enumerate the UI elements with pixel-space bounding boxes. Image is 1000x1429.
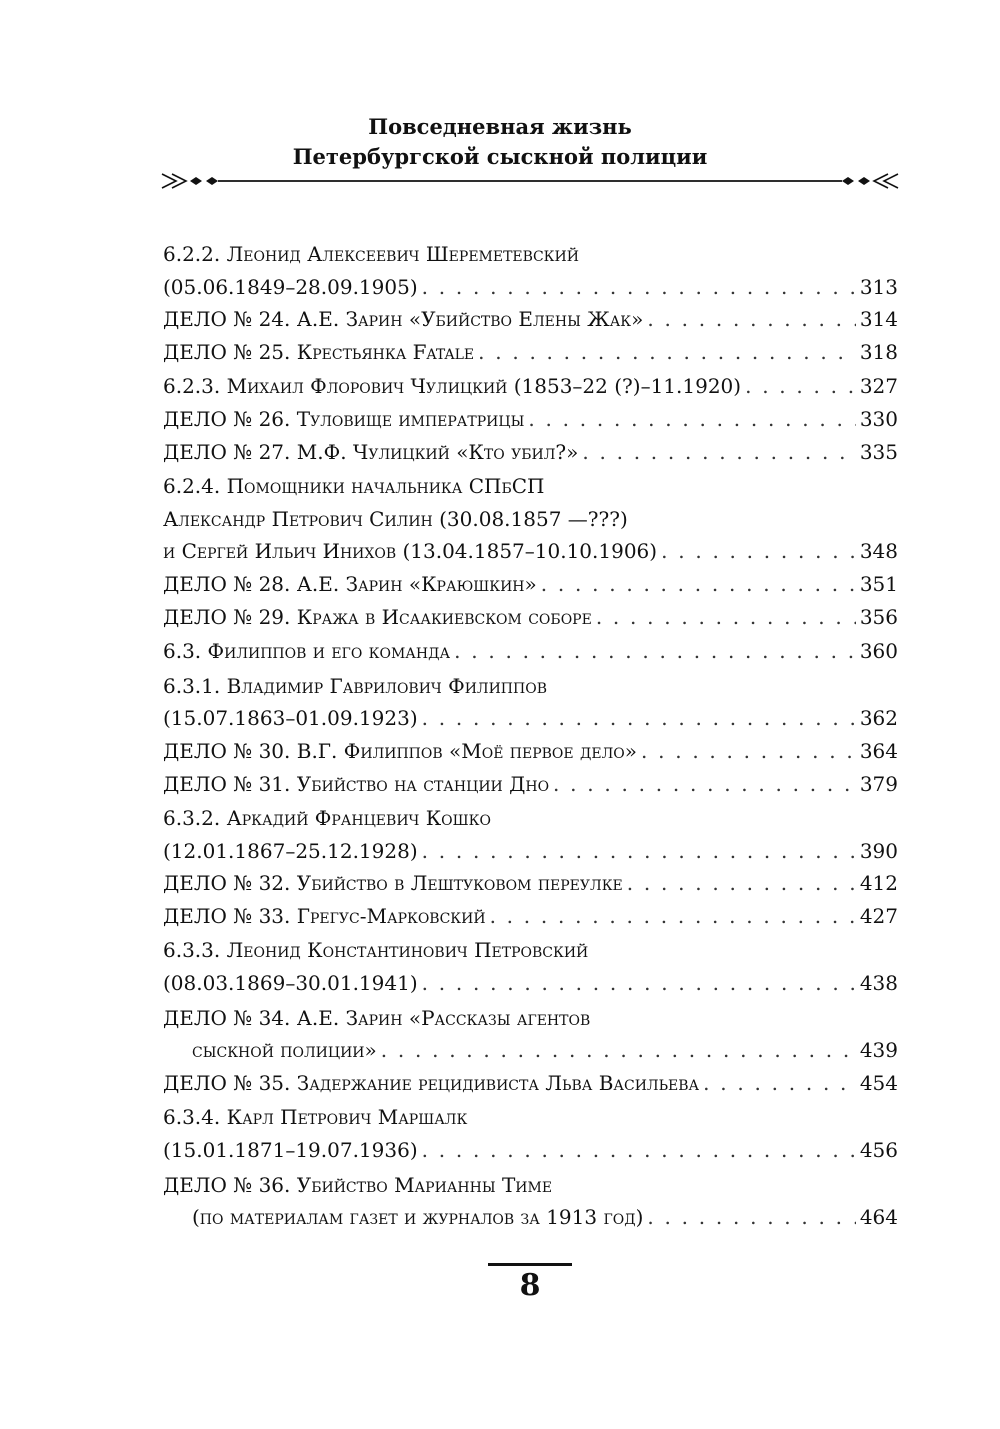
- running-header: [0, 112, 1000, 172]
- toc-page-number: 439: [859, 1038, 898, 1063]
- toc-page-number: 318: [859, 339, 898, 364]
- toc-page-number: 330: [859, 406, 898, 431]
- dot-leader: [553, 768, 856, 801]
- toc-page-number: 356: [859, 604, 898, 629]
- toc-page-number: 314: [859, 307, 898, 332]
- toc-entry-title: (05.06.1849–28.09.1905): [163, 274, 418, 299]
- toc-entry-title: ДЕЛО № 31. Убийство на станции Дно: [163, 771, 550, 796]
- header-line-1: Повседневная жизнь: [368, 114, 632, 139]
- toc-entry-line: [163, 900, 898, 933]
- page-number: 8: [519, 1268, 541, 1303]
- toc-page-number: 351: [859, 571, 898, 596]
- toc-page-number: 348: [859, 539, 898, 564]
- dot-leader: [582, 436, 855, 469]
- toc-entry-title: ДЕЛО № 29. Кража в Исаакиевском соборе: [163, 604, 592, 629]
- toc-entry-line: [163, 635, 898, 668]
- dot-leader: [541, 568, 856, 601]
- toc-entry-line: [163, 601, 898, 634]
- dot-leader: [422, 967, 856, 1000]
- toc-entry-title: ДЕЛО № 24. А.Е. Зарин «Убийство Елены Жак»: [163, 307, 644, 332]
- toc-entry-title: ДЕЛО № 30. В.Г. Филиппов «Моё первое дело»: [163, 738, 637, 763]
- toc-entry-title: 6.3.3. Леонид Константинович Петровский: [163, 938, 589, 963]
- toc-entry-title: ДЕЛО № 36. Убийство Марианны Тиме: [163, 1172, 553, 1197]
- toc-entry-line: [163, 1067, 898, 1100]
- table-of-contents: [163, 238, 898, 1234]
- toc-page-number: 360: [859, 639, 898, 664]
- toc-entry-title: (15.01.1871–19.07.1936): [163, 1138, 418, 1163]
- dot-leader: [422, 271, 856, 304]
- dot-leader: [478, 336, 856, 369]
- toc-entry-line: [163, 802, 898, 835]
- toc-page-number: 456: [859, 1138, 898, 1163]
- toc-page-number: 390: [859, 838, 898, 863]
- toc-entry-line: [163, 1034, 898, 1067]
- toc-entry-line: [163, 436, 898, 469]
- dot-leader: [490, 900, 856, 933]
- toc-entry-line: [163, 1002, 898, 1035]
- toc-page-number: 364: [859, 738, 898, 763]
- toc-entry-line: [163, 238, 898, 271]
- toc-page-number: 464: [859, 1205, 898, 1230]
- dot-leader: [422, 835, 856, 868]
- toc-entry-title: 6.3.1. Владимир Гаврилович Филиппов: [163, 673, 547, 698]
- toc-entry-title: 6.3.4. Карл Петрович Маршалк: [163, 1105, 468, 1130]
- toc-entry-title: Александр Петрович Силин (30.08.1857 —???): [163, 506, 628, 531]
- toc-entry-title: 6.2.4. Помощники начальника СПбСП: [163, 474, 545, 499]
- page-number-rule: [488, 1263, 572, 1266]
- toc-entry-title: ДЕЛО № 33. Грегус-Марковский: [163, 903, 486, 928]
- toc-entry-title: ДЕЛО № 27. М.Ф. Чулицкий «Кто убил?»: [163, 439, 579, 464]
- toc-entry-title: ДЕЛО № 32. Убийство в Лештуковом переулке: [163, 871, 623, 896]
- dot-leader: [627, 867, 856, 900]
- toc-entry-line: [163, 934, 898, 967]
- ornamental-divider: [160, 170, 900, 192]
- header-line-2: Петербургской сыскной полиции: [292, 144, 708, 169]
- toc-entry-line: [163, 1134, 898, 1167]
- dot-leader: [661, 535, 856, 568]
- toc-entry-line: [163, 1101, 898, 1134]
- dot-leader: [745, 370, 856, 403]
- toc-page-number: 327: [859, 374, 898, 399]
- toc-entry-title: 6.3.2. Аркадий Францевич Кошко: [163, 806, 491, 831]
- toc-entry-line: [163, 503, 898, 536]
- toc-entry-line: [163, 835, 898, 868]
- toc-page-number: 313: [859, 274, 898, 299]
- toc-entry-title: и Сергей Ильич Инихов (13.04.1857–10.10.1906): [163, 539, 658, 564]
- toc-entry-line: [163, 336, 898, 369]
- toc-entry-line: [163, 867, 898, 900]
- dot-leader: [596, 601, 856, 634]
- dot-leader: [703, 1067, 856, 1100]
- toc-entry-title: (08.03.1869–30.01.1941): [163, 971, 418, 996]
- dot-leader: [647, 1201, 855, 1234]
- toc-entry-line: [163, 535, 898, 568]
- toc-entry-title: ДЕЛО № 28. А.Е. Зарин «Краюшкин»: [163, 571, 537, 596]
- toc-entry-line: [163, 303, 898, 336]
- toc-entry-line: [163, 670, 898, 703]
- dot-leader: [422, 702, 856, 735]
- toc-entry-title: ДЕЛО № 25. Крестьянка Fatale: [163, 339, 475, 364]
- toc-entry-title: сыскной полиции»: [192, 1038, 377, 1063]
- toc-entry-line: [163, 1169, 898, 1202]
- toc-entry-line: [163, 403, 898, 436]
- toc-page-number: 379: [859, 771, 898, 796]
- toc-entry-title: ДЕЛО № 26. Туловище императрицы: [163, 406, 525, 431]
- dot-leader: [647, 303, 855, 336]
- toc-entry-line: [163, 1201, 898, 1234]
- toc-entry-title: (12.01.1867–25.12.1928): [163, 838, 418, 863]
- toc-entry-line: [163, 370, 898, 403]
- toc-entry-line: [163, 702, 898, 735]
- dot-leader: [528, 403, 855, 436]
- toc-entry-line: [163, 967, 898, 1000]
- toc-entry-line: [163, 470, 898, 503]
- toc-entry-title: 6.3. Филиппов и его команда: [163, 639, 451, 664]
- toc-page-number: 362: [859, 706, 898, 731]
- toc-entry-title: (по материалам газет и журналов за 1913 год): [192, 1205, 644, 1230]
- toc-entry-line: [163, 271, 898, 304]
- dot-leader: [381, 1034, 856, 1067]
- toc-page-number: 335: [859, 439, 898, 464]
- dot-leader: [641, 735, 856, 768]
- toc-page-number: 412: [859, 871, 898, 896]
- dot-leader: [422, 1134, 856, 1167]
- toc-page-number: 427: [859, 903, 898, 928]
- dot-leader: [454, 635, 856, 668]
- toc-entry-line: [163, 768, 898, 801]
- toc-entry-title: 6.2.2. Леонид Алексеевич Шереметевский: [163, 242, 579, 266]
- toc-entry-line: [163, 568, 898, 601]
- toc-entry-title: ДЕЛО № 35. Задержание рецидивиста Льва Васильева: [163, 1070, 700, 1095]
- toc-entry-title: 6.2.3. Михаил Флорович Чулицкий (1853–22 (?)–11.1920): [163, 374, 742, 399]
- toc-page-number: 454: [859, 1070, 898, 1095]
- toc-page-number: 438: [859, 971, 898, 996]
- toc-entry-title: ДЕЛО № 34. А.Е. Зарин «Рассказы агентов: [163, 1005, 591, 1030]
- toc-entry-title: (15.07.1863–01.09.1923): [163, 706, 418, 731]
- toc-entry-line: [163, 735, 898, 768]
